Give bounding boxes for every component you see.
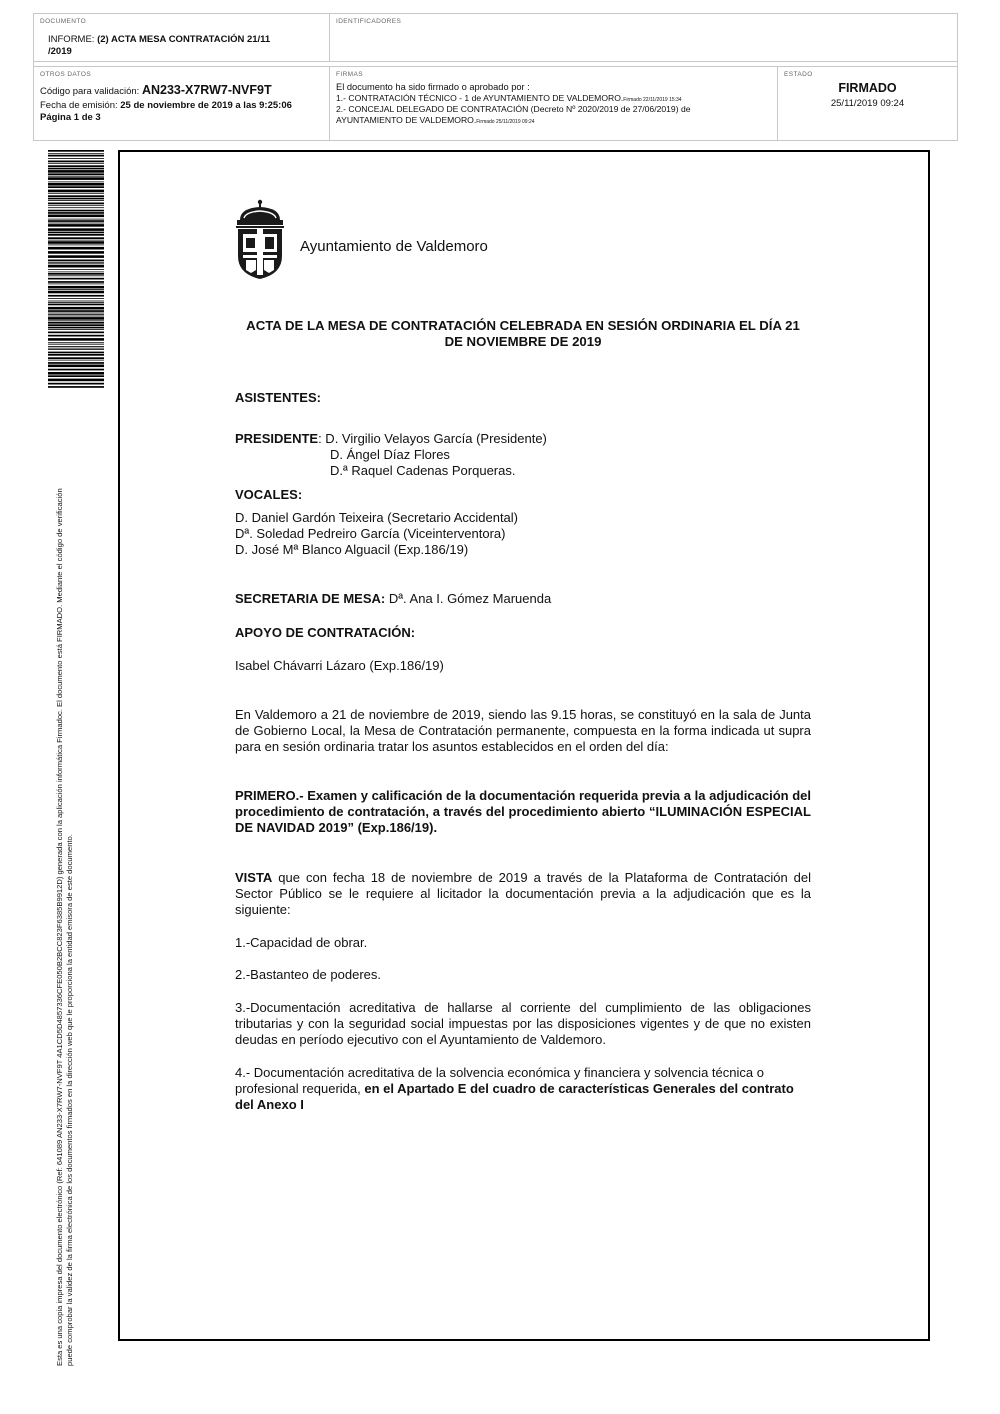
barcode-bar (48, 165, 104, 167)
asistentes-heading: ASISTENTES: (235, 390, 321, 405)
vocal-3: D. José Mª Blanco Alguacil (Exp.186/19) (235, 542, 469, 557)
secretaria-value: Dª. Ana I. Gómez Maruenda (385, 591, 552, 606)
barcode-bar (48, 320, 104, 321)
barcode-bar (48, 338, 104, 341)
barcode-bar (48, 316, 104, 317)
item-1: 1.-Capacidad de obrar. (235, 935, 368, 950)
barcode-bar (48, 150, 104, 152)
firma-1-date: Firmado 22/11/2019 15:34 (623, 97, 682, 103)
vista-text: que con fecha 18 de noviembre de 2019 a través de la Plataforma de Contratación del Sector Público se le requiere al licitador la documentación previa a la adjudicación que es la siguiente: (235, 870, 811, 917)
firma-2-date: Firmado 25/11/2019 09:24 (476, 119, 535, 125)
firma-2-text: AYUNTAMIENTO DE VALDEMORO. (336, 115, 477, 125)
barcode-bar (48, 304, 104, 306)
fecha-label: Fecha de emisión: (40, 100, 118, 111)
barcode-bar (48, 182, 104, 183)
documento-label: DOCUMENTO (40, 18, 87, 25)
barcode-bar (48, 295, 104, 297)
fecha-value: 25 de noviembre de 2019 a las 9:25:06 (120, 100, 292, 111)
barcode-bar (48, 263, 104, 264)
barcode-bar (48, 155, 104, 157)
vista-label: VISTA (235, 870, 273, 885)
informe-line (48, 34, 270, 45)
barcode-bar (48, 210, 104, 212)
barcode-bar (48, 278, 104, 280)
barcode-bar (48, 313, 104, 314)
barcode-bar (48, 170, 104, 173)
barcode-bar (48, 223, 104, 224)
barcode-bar (48, 335, 104, 337)
barcode-bar (48, 329, 104, 330)
barcode-bar (48, 332, 104, 334)
barcode-bar (48, 383, 104, 385)
barcode-image (48, 150, 104, 388)
barcode-bar (48, 158, 104, 159)
barcode-bar (48, 168, 104, 170)
barcode-bar (48, 262, 104, 263)
coat-of-arms-logo (234, 198, 286, 280)
barcode-bar (48, 260, 104, 262)
fecha-line (40, 100, 292, 111)
secretaria-label: SECRETARIA DE MESA: (235, 591, 386, 606)
barcode-bar (48, 234, 104, 236)
firma-2a: 2.- CONCEJAL DELEGADO DE CONTRATACIÓN (Decreto Nº 2020/2019 de 27/06/2019) de (336, 104, 691, 114)
barcode-bar (48, 284, 104, 285)
primero-paragraph: PRIMERO.- Examen y calificación de la documentación requerida previa a la adjudicación del procedimiento de contratación, a través del procedimiento abierto “ILUMINACIÓN ESPECIAL DE NAVIDAD 2019” (Exp.186/19). (235, 788, 811, 835)
item-4-bold: en el Apartado E del cuadro de características Generales del contrato del Anexo I (235, 1081, 794, 1112)
side-text-line-2: puede comprobar la validez de la firma electrónica de los documentos firmados en la dirección web que le proporciona la entidad emisora de este documento. (65, 834, 74, 1366)
barcode-bar (48, 240, 104, 241)
barcode-bar (48, 307, 104, 310)
barcode-bar (48, 255, 104, 258)
vocal-2: Dª. Soledad Pedreiro García (Viceinterventora) (235, 526, 506, 541)
firma-1-text: 1.- CONTRATACIÓN TÉCNICO - 1 de AYUNTAMIENTO DE VALDEMORO. (336, 93, 624, 103)
barcode-bar (48, 232, 104, 234)
barcode-bar (48, 272, 104, 273)
barcode-bar (48, 183, 104, 186)
vocales-list (235, 510, 811, 558)
barcode-bar (48, 386, 104, 388)
estado-value: FIRMADO (838, 81, 897, 95)
barcode-bar (48, 302, 104, 303)
identificadores-cell (330, 14, 957, 62)
identificadores-label: IDENTIFICADORES (336, 18, 402, 25)
codigo-label: Código para validación: (40, 86, 140, 97)
barcode-bar (48, 265, 104, 268)
barcode-bar (48, 173, 104, 175)
firmas-intro: El documento ha sido firmado o aprobado por : (336, 82, 530, 92)
barcode-bar (48, 203, 104, 205)
barcode-bar (48, 379, 104, 382)
codigo-line (40, 85, 272, 97)
codigo-value: AN233-X7RW7-NVF9T (141, 83, 272, 97)
barcode-bar (48, 247, 104, 250)
firmas-cell (330, 67, 778, 140)
barcode-bar (48, 324, 104, 326)
documento-cell (34, 14, 330, 62)
barcode-bar (48, 186, 104, 188)
barcode-bar (48, 346, 104, 347)
estado-label: ESTADO (784, 71, 813, 78)
barcode-bar (48, 190, 104, 193)
barcode-bar (48, 298, 104, 299)
barcode-bar (48, 275, 104, 276)
presidente-label: PRESIDENTE (235, 431, 319, 446)
firmas-label: FIRMAS (336, 71, 363, 78)
barcode-bar (48, 153, 104, 154)
vocal-1: D. Daniel Gardón Teixeira (Secretario Accidental) (235, 510, 519, 525)
barcode-bar (48, 205, 104, 206)
barcode-bar (48, 362, 104, 364)
vista-paragraph (235, 870, 811, 918)
barcode-bar (48, 228, 104, 231)
barcode-bar (48, 314, 104, 315)
apoyo-heading: APOYO DE CONTRATACIÓN: (235, 625, 416, 640)
barcode-bar (48, 245, 104, 246)
barcode-bar (48, 237, 104, 239)
barcode-bar (48, 317, 104, 320)
barcode-bar (48, 289, 104, 290)
document-title (235, 318, 811, 350)
barcode-bar (48, 301, 104, 302)
header-separator (34, 62, 957, 67)
barcode-bar (48, 269, 104, 270)
barcode-bar (48, 349, 104, 350)
municipality-name: Ayuntamiento de Valdemoro (300, 238, 488, 255)
barcode-bar (48, 241, 104, 244)
barcode-bar (48, 198, 104, 200)
document-header (33, 13, 958, 141)
barcode-bar (48, 215, 104, 218)
barcode-bar (48, 219, 104, 220)
barcode-bar (48, 369, 104, 371)
presidente-3: D.ª Raquel Cadenas Porqueras. (330, 463, 516, 478)
barcode-bar (48, 281, 104, 283)
barcode-bar (48, 365, 104, 368)
barcode-bar (48, 163, 104, 164)
informe-value: (2) ACTA MESA CONTRATACIÓN 21/11 (97, 34, 271, 45)
barcode-bar (48, 193, 104, 194)
presidente-block (235, 431, 811, 479)
item-4-text: 4.- Documentación acreditativa de la solvencia económica y financiera y solvencia técnica o profesional requerida, (235, 1065, 764, 1096)
apoyo-value: Isabel Chávarri Lázaro (Exp.186/19) (235, 658, 444, 673)
barcode-bar (48, 220, 104, 222)
barcode-bar (48, 342, 104, 343)
barcode-bar (48, 212, 104, 214)
intro-paragraph: En Valdemoro a 21 de noviembre de 2019, siendo las 9.15 horas, se constituyó en la sala de Junta de Gobierno Local, la Mesa de Contratación permanente, compuesta en la forma indicada ut supra para en sesión ordinaria tratar los asuntos establecidos en el orden del día: (235, 707, 811, 754)
barcode-bar (48, 177, 104, 180)
barcode-bar (48, 327, 104, 329)
side-text-line-1: Esta es una copia impresa del documento electrónico (Ref: 641089 AN233-X7RW7-NVF9T 4A1CD5D4857336CFE050B2BCC823F6385B9912D) generada con la aplicación informática Firmadoc. El documento está FIRMADO. Mediante el código de verificación (55, 488, 64, 1366)
informe-value-cont: /2019 (48, 46, 72, 57)
barcode-bar (48, 348, 104, 349)
barcode-bar (48, 251, 104, 254)
title-line-2: DE NOVIEMBRE DE 2019 (444, 334, 602, 349)
barcode-bar (48, 200, 104, 201)
verification-side-text (55, 488, 75, 1366)
barcode-bar (48, 360, 104, 361)
secretaria-line (235, 591, 811, 607)
barcode-bar (48, 224, 104, 227)
item-4 (235, 1065, 811, 1113)
barcode-bar (48, 273, 104, 275)
barcode-bar (48, 161, 104, 163)
item-2: 2.-Bastanteo de poderes. (235, 967, 381, 982)
barcode-bar (48, 357, 104, 359)
estado-cell (778, 67, 957, 140)
presidente-1: : D. Virgilio Velayos García (Presidente) (318, 431, 547, 446)
barcode-bar (48, 176, 104, 177)
barcode-bar (48, 352, 104, 354)
barcode-bar (48, 372, 104, 375)
barcode-bar (48, 207, 104, 208)
barcode-bar (48, 344, 104, 345)
otros-datos-cell (34, 67, 330, 140)
barcode-bar (48, 322, 104, 324)
barcode-bar (48, 291, 104, 294)
otros-datos-label: OTROS DATOS (40, 71, 92, 78)
title-line-1: ACTA DE LA MESA DE CONTRATACIÓN CELEBRADA EN SESIÓN ORDINARIA EL DÍA 21 (246, 318, 800, 333)
barcode-bar (48, 195, 104, 197)
barcode-bar (48, 375, 104, 377)
vocales-heading: VOCALES: (235, 487, 303, 502)
estado-date: 25/11/2019 09:24 (830, 98, 905, 109)
barcode-bar (48, 310, 104, 312)
pagina-text: Página 1 de 3 (40, 112, 101, 123)
item-3: 3.-Documentación acreditativa de hallarse al corriente del cumplimiento de las obligaciones tributarias y con la seguridad social impuestas por las disposiciones vigentes y de que no existen deudas en período ejecutivo con el Ayuntamiento de Valdemoro. (235, 1000, 811, 1047)
barcode-bar (48, 354, 104, 356)
barcode-bar (48, 286, 104, 289)
firma-2b (336, 115, 535, 128)
informe-label: INFORME: (48, 34, 95, 45)
presidente-2: D. Ángel Díaz Flores (330, 447, 450, 462)
